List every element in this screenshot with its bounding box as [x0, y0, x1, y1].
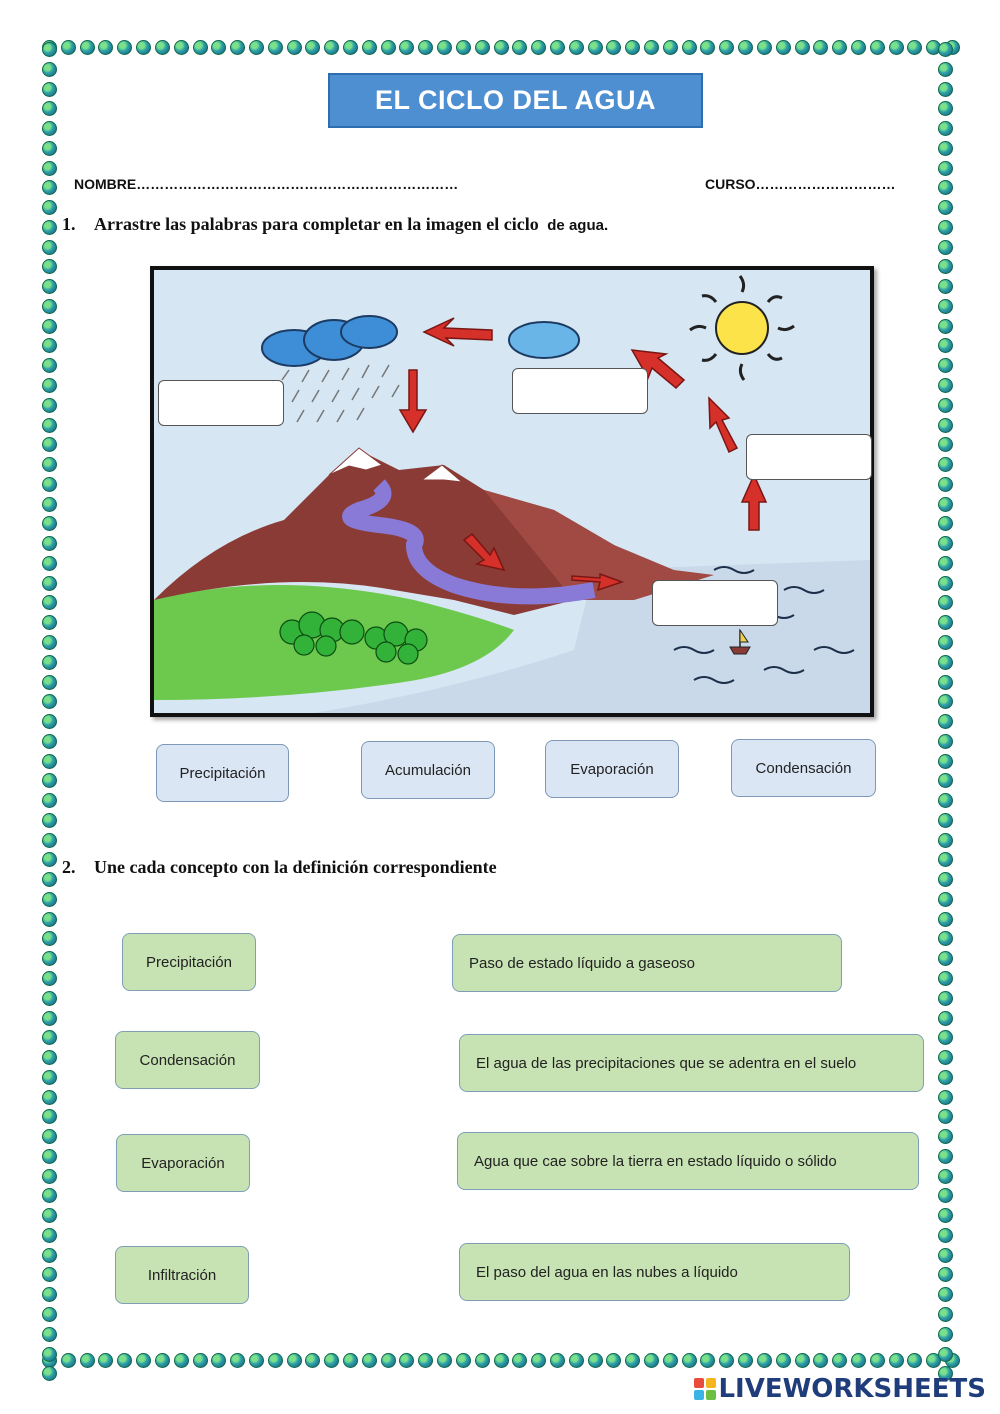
- globe-icon: [795, 1353, 810, 1368]
- globe-icon: [42, 1011, 57, 1026]
- globe-icon: [174, 1353, 189, 1368]
- globe-icon: [343, 40, 358, 55]
- globe-icon: [42, 971, 57, 986]
- globe-icon: [61, 40, 76, 55]
- globe-icon: [938, 675, 953, 690]
- globe-icon: [938, 1248, 953, 1263]
- globe-icon: [42, 951, 57, 966]
- page-title: EL CICLO DEL AGUA: [328, 73, 703, 128]
- word-chip-condensacion[interactable]: Condensación: [731, 739, 876, 797]
- globe-icon: [343, 1353, 358, 1368]
- globe-icon: [117, 40, 132, 55]
- border-right: [938, 42, 958, 1382]
- globe-icon: [475, 40, 490, 55]
- globe-icon: [938, 912, 953, 927]
- globe-icon: [42, 1347, 57, 1362]
- globe-icon: [42, 556, 57, 571]
- globe-icon: [42, 477, 57, 492]
- word-chip-precipitacion[interactable]: Precipitación: [156, 744, 289, 802]
- globe-icon: [42, 516, 57, 531]
- curso-field[interactable]: CURSO…………………………: [705, 176, 896, 192]
- globe-icon: [531, 40, 546, 55]
- concept-precipitacion[interactable]: Precipitación: [122, 933, 256, 991]
- globe-icon: [938, 991, 953, 1006]
- globe-icon: [870, 40, 885, 55]
- globe-icon: [381, 1353, 396, 1368]
- globe-icon: [938, 101, 953, 116]
- question-1-number: 1.: [62, 214, 76, 234]
- globe-icon: [938, 793, 953, 808]
- globe-icon: [938, 1347, 953, 1362]
- question-1: [62, 214, 608, 235]
- globe-icon: [938, 694, 953, 709]
- globe-icon: [938, 220, 953, 235]
- globe-icon: [42, 259, 57, 274]
- globe-icon: [42, 220, 57, 235]
- globe-icon: [42, 1070, 57, 1085]
- definition-3[interactable]: Agua que cae sobre la tierra en estado líquido o sólido: [457, 1132, 919, 1190]
- globe-icon: [512, 40, 527, 55]
- globe-icon: [418, 1353, 433, 1368]
- globe-icon: [42, 418, 57, 433]
- globe-icon: [381, 40, 396, 55]
- border-left: [42, 42, 62, 1382]
- globe-icon: [938, 200, 953, 215]
- globe-icon: [512, 1353, 527, 1368]
- globe-icon: [136, 1353, 151, 1368]
- globe-icon: [938, 773, 953, 788]
- globe-icon: [938, 457, 953, 472]
- globe-icon: [42, 675, 57, 690]
- globe-icon: [61, 1353, 76, 1368]
- globe-icon: [938, 1327, 953, 1342]
- globe-icon: [42, 457, 57, 472]
- globe-icon: [305, 1353, 320, 1368]
- globe-icon: [606, 1353, 621, 1368]
- globe-icon: [42, 1248, 57, 1263]
- globe-icon: [938, 951, 953, 966]
- water-cycle-illustration: [154, 270, 870, 713]
- globe-icon: [42, 694, 57, 709]
- globe-icon: [832, 40, 847, 55]
- globe-icon: [456, 40, 471, 55]
- globe-icon: [437, 1353, 452, 1368]
- globe-icon: [42, 773, 57, 788]
- globe-icon: [938, 1169, 953, 1184]
- globe-icon: [719, 1353, 734, 1368]
- globe-icon: [42, 378, 57, 393]
- question-1-text: Arrastre las palabras para completar en la imagen el ciclo: [94, 214, 539, 234]
- globe-icon: [795, 40, 810, 55]
- globe-icon: [938, 161, 953, 176]
- globe-icon: [42, 42, 57, 57]
- globe-icon: [155, 40, 170, 55]
- globe-icon: [42, 1188, 57, 1203]
- globe-icon: [663, 1353, 678, 1368]
- globe-icon: [42, 1307, 57, 1322]
- globe-icon: [588, 40, 603, 55]
- globe-icon: [324, 1353, 339, 1368]
- globe-icon: [42, 121, 57, 136]
- nombre-field[interactable]: NOMBRE……………………………………………………………: [74, 176, 459, 192]
- globe-icon: [42, 813, 57, 828]
- globe-icon: [938, 418, 953, 433]
- globe-icon: [938, 62, 953, 77]
- globe-icon: [757, 40, 772, 55]
- globe-icon: [42, 912, 57, 927]
- globe-icon: [42, 62, 57, 77]
- globe-icon: [42, 872, 57, 887]
- globe-icon: [663, 40, 678, 55]
- globe-icon: [776, 40, 791, 55]
- globe-icon: [938, 1208, 953, 1223]
- globe-icon: [870, 1353, 885, 1368]
- globe-icon: [42, 1030, 57, 1045]
- globe-icon: [42, 1129, 57, 1144]
- globe-icon: [42, 635, 57, 650]
- globe-icon: [938, 595, 953, 610]
- globe-icon: [938, 121, 953, 136]
- globe-icon: [42, 437, 57, 452]
- globe-icon: [98, 40, 113, 55]
- globe-icon: [938, 1307, 953, 1322]
- globe-icon: [42, 931, 57, 946]
- globe-icon: [851, 40, 866, 55]
- globe-icon: [42, 1228, 57, 1243]
- globe-icon: [42, 1267, 57, 1282]
- globe-icon: [938, 655, 953, 670]
- globe-icon: [550, 1353, 565, 1368]
- globe-icon: [938, 1228, 953, 1243]
- globe-icon: [42, 714, 57, 729]
- globe-icon: [907, 40, 922, 55]
- globe-icon: [938, 398, 953, 413]
- globe-icon: [813, 40, 828, 55]
- globe-icon: [42, 82, 57, 97]
- globe-icon: [42, 141, 57, 156]
- globe-icon: [938, 1188, 953, 1203]
- globe-icon: [938, 82, 953, 97]
- concept-infiltracion[interactable]: Infiltración: [115, 1246, 249, 1304]
- globe-icon: [606, 40, 621, 55]
- globe-icon: [494, 1353, 509, 1368]
- question-2: [62, 857, 497, 878]
- globe-icon: [938, 931, 953, 946]
- globe-icon: [938, 516, 953, 531]
- drop-target-2[interactable]: [512, 368, 648, 414]
- liveworksheets-logo-icon: [694, 1378, 716, 1400]
- globe-icon: [700, 1353, 715, 1368]
- water-cycle-diagram: [150, 266, 874, 717]
- globe-icon: [456, 1353, 471, 1368]
- globe-icon: [193, 1353, 208, 1368]
- globe-icon: [80, 1353, 95, 1368]
- globe-icon: [889, 1353, 904, 1368]
- globe-icon: [287, 1353, 302, 1368]
- globe-icon: [42, 398, 57, 413]
- globe-icon: [938, 1267, 953, 1282]
- cloud-icon: [509, 322, 579, 358]
- globe-icon: [42, 734, 57, 749]
- globe-icon: [42, 655, 57, 670]
- globe-icon: [42, 754, 57, 769]
- globe-icon: [155, 1353, 170, 1368]
- globe-icon: [938, 42, 953, 57]
- globe-icon: [42, 615, 57, 630]
- globe-icon: [625, 40, 640, 55]
- globe-icon: [938, 714, 953, 729]
- globe-icon: [399, 40, 414, 55]
- globe-icon: [938, 1011, 953, 1026]
- globe-icon: [42, 852, 57, 867]
- definition-4[interactable]: El paso del agua en las nubes a líquido: [459, 1243, 850, 1301]
- globe-icon: [42, 595, 57, 610]
- globe-icon: [42, 279, 57, 294]
- globe-icon: [938, 615, 953, 630]
- globe-icon: [42, 1169, 57, 1184]
- word-chip-acumulacion[interactable]: Acumulación: [361, 741, 495, 799]
- globe-icon: [42, 358, 57, 373]
- globe-icon: [42, 497, 57, 512]
- globe-icon: [851, 1353, 866, 1368]
- border-bottom: [42, 1353, 960, 1373]
- globe-icon: [42, 180, 57, 195]
- globe-icon: [588, 1353, 603, 1368]
- globe-icon: [938, 833, 953, 848]
- concept-condensacion[interactable]: Condensación: [115, 1031, 260, 1089]
- globe-icon: [938, 734, 953, 749]
- globe-icon: [42, 1327, 57, 1342]
- question-1-text-tail: de agua.: [547, 217, 609, 234]
- globe-icon: [938, 299, 953, 314]
- globe-icon: [98, 1353, 113, 1368]
- globe-icon: [42, 1109, 57, 1124]
- globe-icon: [42, 319, 57, 334]
- globe-icon: [569, 1353, 584, 1368]
- globe-icon: [682, 40, 697, 55]
- globe-icon: [938, 892, 953, 907]
- globe-icon: [42, 1366, 57, 1381]
- globe-icon: [938, 1050, 953, 1065]
- globe-icon: [42, 793, 57, 808]
- globe-icon: [757, 1353, 772, 1368]
- globe-icon: [644, 1353, 659, 1368]
- globe-icon: [494, 40, 509, 55]
- brand-name: LIVEWORKSHEETS: [718, 1374, 986, 1404]
- globe-icon: [418, 40, 433, 55]
- liveworksheets-logo: [694, 1374, 986, 1404]
- globe-icon: [938, 1287, 953, 1302]
- globe-icon: [938, 852, 953, 867]
- globe-icon: [938, 259, 953, 274]
- globe-icon: [287, 40, 302, 55]
- globe-icon: [938, 180, 953, 195]
- globe-icon: [832, 1353, 847, 1368]
- globe-icon: [249, 40, 264, 55]
- globe-icon: [938, 754, 953, 769]
- globe-icon: [938, 1149, 953, 1164]
- globe-icon: [569, 40, 584, 55]
- globe-icon: [249, 1353, 264, 1368]
- globe-icon: [475, 1353, 490, 1368]
- question-2-text: Une cada concepto con la definición correspondiente: [94, 857, 497, 877]
- globe-icon: [938, 141, 953, 156]
- globe-icon: [42, 1208, 57, 1223]
- globe-icon: [938, 497, 953, 512]
- globe-icon: [42, 991, 57, 1006]
- globe-icon: [907, 1353, 922, 1368]
- globe-icon: [938, 556, 953, 571]
- globe-icon: [42, 833, 57, 848]
- concept-evaporacion[interactable]: Evaporación: [116, 1134, 250, 1192]
- globe-icon: [738, 40, 753, 55]
- globe-icon: [117, 1353, 132, 1368]
- globe-icon: [682, 1353, 697, 1368]
- globe-icon: [42, 200, 57, 215]
- globe-icon: [938, 813, 953, 828]
- globe-icon: [738, 1353, 753, 1368]
- globe-icon: [305, 40, 320, 55]
- drop-target-3[interactable]: [746, 434, 872, 480]
- globe-icon: [42, 892, 57, 907]
- globe-icon: [42, 1287, 57, 1302]
- globe-icon: [938, 872, 953, 887]
- word-chip-evaporacion[interactable]: Evaporación: [545, 740, 679, 798]
- globe-icon: [42, 1090, 57, 1105]
- drop-target-1[interactable]: [158, 380, 284, 426]
- globe-icon: [42, 240, 57, 255]
- globe-icon: [42, 299, 57, 314]
- globe-icon: [625, 1353, 640, 1368]
- globe-icon: [938, 971, 953, 986]
- globe-icon: [42, 101, 57, 116]
- globe-icon: [437, 40, 452, 55]
- globe-icon: [644, 40, 659, 55]
- definition-2[interactable]: El agua de las precipitaciones que se adentra en el suelo: [459, 1034, 924, 1092]
- globe-icon: [80, 40, 95, 55]
- globe-icon: [193, 40, 208, 55]
- globe-icon: [42, 536, 57, 551]
- question-2-number: 2.: [62, 857, 76, 877]
- globe-icon: [938, 1090, 953, 1105]
- globe-icon: [813, 1353, 828, 1368]
- globe-icon: [776, 1353, 791, 1368]
- globe-icon: [938, 1109, 953, 1124]
- globe-icon: [362, 40, 377, 55]
- globe-icon: [938, 358, 953, 373]
- border-top: [42, 40, 960, 60]
- globe-icon: [268, 1353, 283, 1368]
- globe-icon: [938, 477, 953, 492]
- globe-icon: [889, 40, 904, 55]
- globe-icon: [174, 40, 189, 55]
- globe-icon: [700, 40, 715, 55]
- globe-icon: [362, 1353, 377, 1368]
- globe-icon: [938, 279, 953, 294]
- globe-icon: [550, 40, 565, 55]
- globe-icon: [938, 240, 953, 255]
- globe-icon: [938, 536, 953, 551]
- drop-target-4[interactable]: [652, 580, 778, 626]
- globe-icon: [42, 576, 57, 591]
- globe-icon: [531, 1353, 546, 1368]
- globe-icon: [42, 161, 57, 176]
- globe-icon: [268, 40, 283, 55]
- globe-icon: [719, 40, 734, 55]
- definition-1[interactable]: Paso de estado líquido a gaseoso: [452, 934, 842, 992]
- globe-icon: [938, 1030, 953, 1045]
- globe-icon: [42, 1149, 57, 1164]
- globe-icon: [938, 378, 953, 393]
- globe-icon: [399, 1353, 414, 1368]
- globe-icon: [42, 1050, 57, 1065]
- globe-icon: [938, 1070, 953, 1085]
- globe-icon: [42, 338, 57, 353]
- globe-icon: [938, 437, 953, 452]
- globe-icon: [938, 319, 953, 334]
- globe-icon: [938, 1129, 953, 1144]
- globe-icon: [938, 635, 953, 650]
- globe-icon: [211, 40, 226, 55]
- globe-icon: [938, 338, 953, 353]
- globe-icon: [136, 40, 151, 55]
- globe-icon: [230, 1353, 245, 1368]
- globe-icon: [324, 40, 339, 55]
- globe-icon: [938, 576, 953, 591]
- globe-icon: [230, 40, 245, 55]
- globe-icon: [211, 1353, 226, 1368]
